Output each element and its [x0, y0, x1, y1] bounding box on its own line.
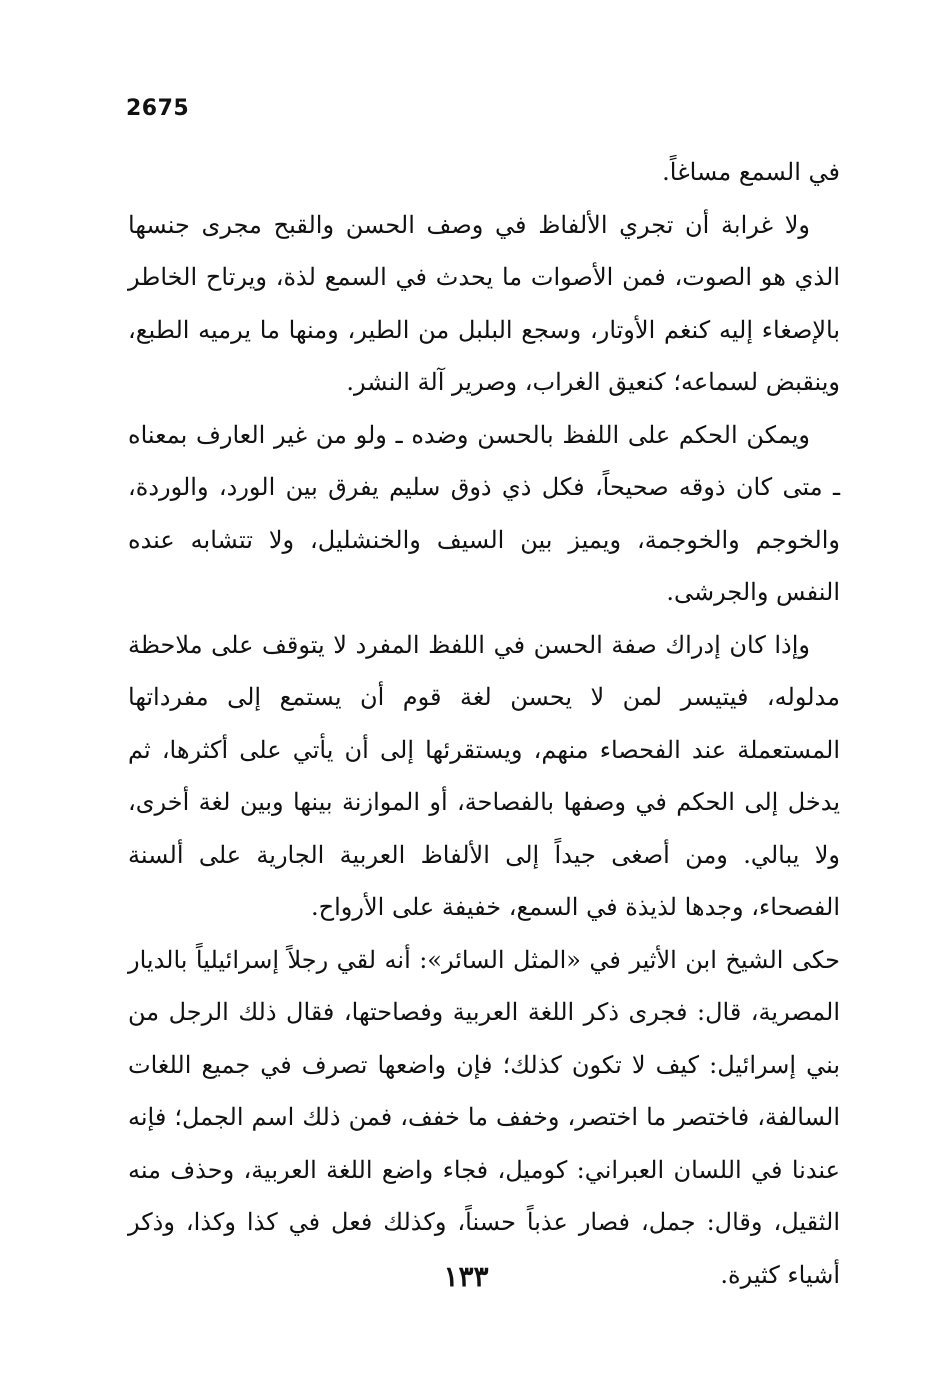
- page-number: ١٣٣: [443, 1260, 489, 1293]
- paragraph-2: ولا غرابة أن تجري الألفاظ في وصف الحسن والقبح مجرى جنسها الذي هو الصوت، فمن الأصوات ما يحدث في السمع لذة، ويرتاح الخاطر بالإصغاء إليه كنغم الأوتار، وسجع البلبل من الطير، ومنها ما يرميه الطبع، وينقبض لسماعه؛ كنعيق الغراب، وصرير آلة النشر.: [128, 210, 840, 396]
- body-text: [128, 146, 840, 1301]
- page-id-label: 2675: [126, 96, 190, 121]
- paragraph-5: حكى الشيخ ابن الأثير في «المثل السائر»: أنه لقي رجلاً إسرائيلياً بالديار المصرية، قال: فجرى ذكر اللغة العربية وفصاحتها، فقال ذلك الرجل من بني إسرائيل: كيف لا تكون كذلك؛ فإن واضعها تصرف في جميع اللغات السالفة، فاختصر ما اختصر، وخفف ما خفف، فمن ذلك اسم الجمل؛ فإنه عندنا في اللسان العبراني: كوميل، فجاء واضع اللغة العربية، وحذف منه الثقيل، وقال: جمل، فصار عذباً حسناً، وكذلك فعل في كذا وكذا، وذكر أشياء كثيرة.: [128, 945, 840, 1289]
- paragraph-3: ويمكن الحكم على اللفظ بالحسن وضده ـ ولو من غير العارف بمعناه ـ متى كان ذوقه صحيحاً، فكل ذي ذوق سليم يفرق بين الورد، والوردة، والخوجم والخوجمة، ويميز بين السيف والخنشليل، ولا تتشابه عنده النفس والجرشى.: [128, 420, 840, 606]
- paragraph-4: وإذا كان إدراك صفة الحسن في اللفظ المفرد لا يتوقف على ملاحظة مدلوله، فيتيسر لمن لا يحسن لغة قوم أن يستمع إلى مفرداتها المستعملة عند الفحصاء منهم، ويستقرئها إلى أن يأتي على أكثرها، ثم يدخل إلى الحكم في وصفها بالفصاحة، أو الموازنة بينها وبين لغة أخرى، ولا يبالي. ومن أصغى جيداً إلى الألفاظ العربية الجارية على ألسنة الفصحاء، وجدها لذيذة في السمع، خفيفة على الأرواح.: [128, 630, 840, 921]
- paragraph-1: في السمع مساغاً.: [662, 158, 840, 186]
